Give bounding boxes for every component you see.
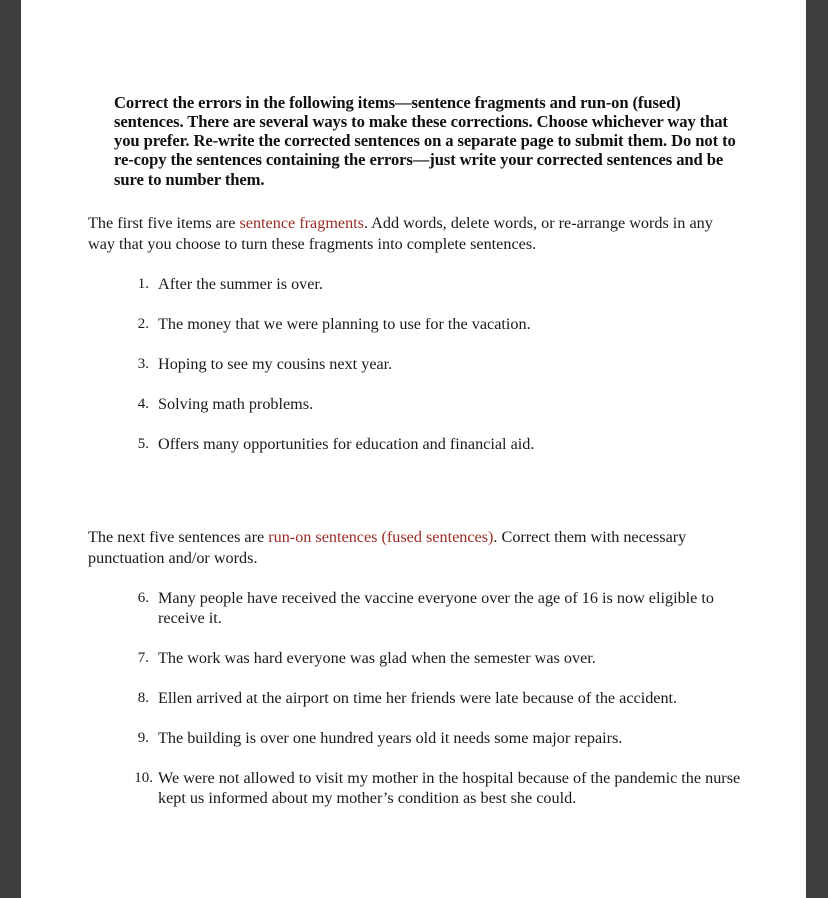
list-item xyxy=(107,729,748,749)
fragments-list xyxy=(107,275,748,455)
list-item xyxy=(107,769,748,809)
list-item-text: We were not allowed to visit my mother in the hospital because of the pandemic the nurse kept us informed about my mother’s condition as best she could. xyxy=(158,768,741,807)
list-item xyxy=(107,649,748,669)
list-item-number: 6. xyxy=(137,590,149,607)
section-2-highlight-term: run-on sentences (fused sentences) xyxy=(268,527,494,546)
section-1-intro-before: The first five items are xyxy=(88,213,240,232)
instructions-heading: Correct the errors in the following items—sentence fragments and run-on (fused) sentences. There are several ways to make these corrections. Choose whichever way that you prefer. Re-write the corrected sentences on a separate page to submit them. Do not to re-copy the sentences containing the errors—just write your corrected sentences and be sure to number them. xyxy=(114,93,736,189)
section-1-intro xyxy=(88,213,728,254)
list-item-number: 7. xyxy=(137,650,149,667)
list-item-text: Ellen arrived at the airport on time her friends were late because of the accident. xyxy=(158,689,678,708)
list-item-number: 2. xyxy=(137,316,149,333)
list-item xyxy=(107,355,748,375)
list-item-text: Offers many opportunities for education and financial aid. xyxy=(158,434,535,453)
section-2-intro-before: The next five sentences are xyxy=(88,527,269,546)
list-item xyxy=(107,435,748,455)
list-item xyxy=(107,275,748,295)
section-2-intro-after: . Correct them with necessary punctuation and/or words. xyxy=(88,527,687,567)
list-item xyxy=(107,689,748,709)
list-item-text: After the summer is over. xyxy=(158,275,323,294)
section-2-intro xyxy=(88,527,728,568)
section-gap xyxy=(88,455,748,527)
list-item xyxy=(107,315,748,335)
list-item-number: 1. xyxy=(137,276,149,293)
list-item-number: 3. xyxy=(137,356,149,373)
list-item-number: 8. xyxy=(137,690,149,707)
list-item-number: 9. xyxy=(137,730,149,747)
list-item xyxy=(107,589,748,629)
list-item-text: Solving math problems. xyxy=(158,395,314,414)
section-1-intro-after: . Add words, delete words, or re-arrange words in any way that you choose to turn these fragments into complete sentences. xyxy=(88,213,713,253)
list-item-text: Many people have received the vaccine everyone over the age of 16 is now eligible to receive it. xyxy=(158,589,714,628)
list-item-text: The money that we were planning to use for the vacation. xyxy=(158,315,531,334)
document-page xyxy=(21,0,806,898)
list-item-text: Hoping to see my cousins next year. xyxy=(158,355,393,374)
list-item-number: 10. xyxy=(134,769,153,786)
document-content xyxy=(88,93,748,809)
list-item-number: 5. xyxy=(137,435,149,452)
list-item xyxy=(107,395,748,415)
list-item-text: The building is over one hundred years old it needs some major repairs. xyxy=(158,729,623,748)
section-1-highlight-term: sentence fragments xyxy=(239,213,364,232)
list-item-text: The work was hard everyone was glad when the semester was over. xyxy=(158,649,596,668)
run-on-list xyxy=(107,589,748,808)
list-item-number: 4. xyxy=(137,396,149,413)
